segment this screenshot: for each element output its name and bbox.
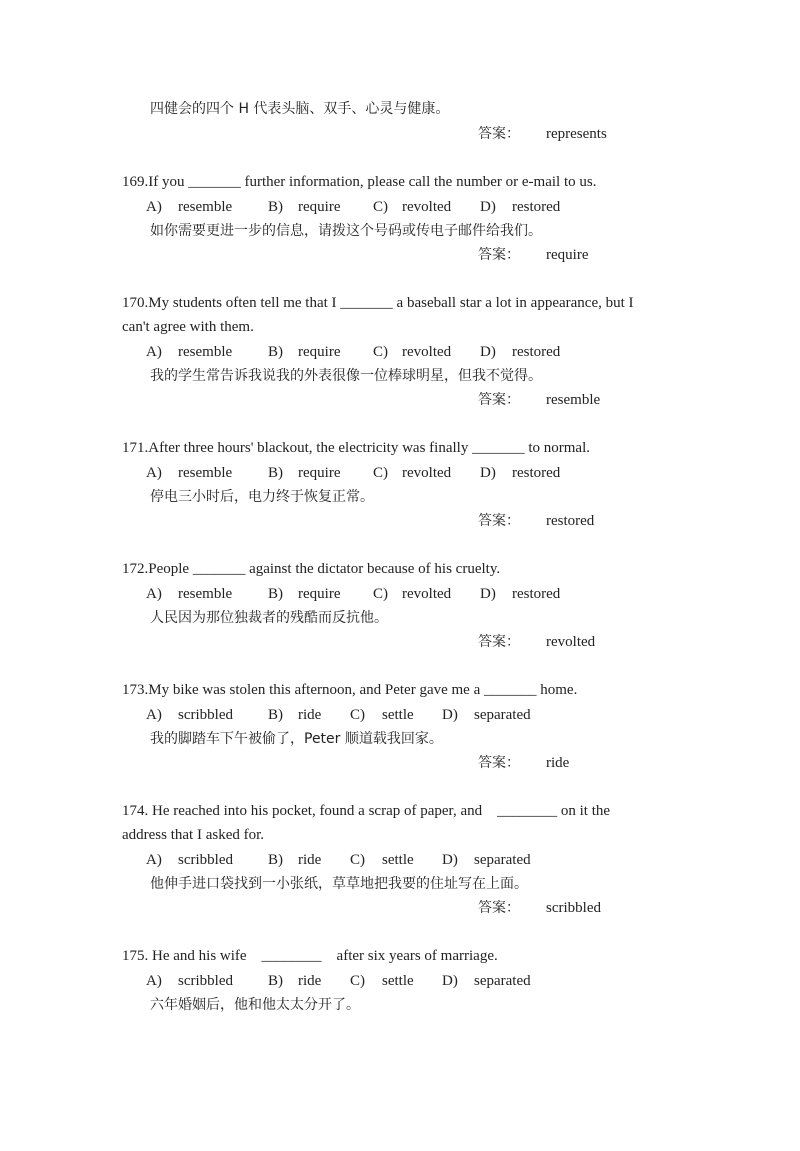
option-a-text: resemble <box>178 465 233 481</box>
option-b-letter: B) <box>268 973 283 989</box>
answer-value: revolted <box>546 634 596 650</box>
option-b-letter: B) <box>268 344 283 360</box>
option-a-letter: A) <box>146 973 162 989</box>
answer-label: 答案： <box>478 634 520 650</box>
question-172-line-1: 172.People _______ against the dictator because of his cruelty. <box>122 561 501 577</box>
option-c-text: settle <box>382 852 414 868</box>
question-174-line-2: address that I asked for. <box>122 827 265 843</box>
option-d-text: restored <box>512 344 561 360</box>
question-170-line-2: can't agree with them. <box>122 319 254 335</box>
option-a-text: resemble <box>178 199 233 215</box>
question-172-translation: 人民因为那位独裁者的残酷而反抗他。 <box>150 610 388 626</box>
option-b-text: ride <box>298 852 322 868</box>
option-d-letter: D) <box>442 852 458 868</box>
question-174-translation: 他伸手进口袋找到一小张纸，草草地把我要的住址写在上面。 <box>150 876 528 892</box>
question-173-line-1: 173.My bike was stolen this afternoon, and Peter gave me a _______ home. <box>122 682 578 698</box>
option-b-letter: B) <box>268 465 283 481</box>
option-d-text: separated <box>474 852 531 868</box>
option-a-text: scribbled <box>178 852 233 868</box>
question-175-options <box>146 971 606 991</box>
question-174-options <box>146 850 606 870</box>
option-d-letter: D) <box>480 465 496 481</box>
question-173-translation: 我的脚踏车下午被偷了，Peter 顺道载我回家。 <box>150 731 443 747</box>
answer-label: 答案： <box>478 513 520 529</box>
option-b-text: require <box>298 465 341 481</box>
option-c-letter: C) <box>373 586 388 602</box>
question-174-line-1: 174. He reached into his pocket, found a scrap of paper, and ________ on it the <box>122 803 611 819</box>
option-c-text: revolted <box>402 465 452 481</box>
option-d-letter: D) <box>442 973 458 989</box>
option-c-letter: C) <box>350 973 365 989</box>
answer-label: 答案： <box>478 126 520 142</box>
option-c-letter: C) <box>373 465 388 481</box>
option-c-text: revolted <box>402 199 452 215</box>
question-171-translation: 停电三小时后，电力终于恢复正常。 <box>150 489 374 505</box>
option-a-letter: A) <box>146 199 162 215</box>
answer-label: 答案： <box>478 900 520 916</box>
question-173-options <box>146 705 606 725</box>
option-a-text: resemble <box>178 586 233 602</box>
question-172-options <box>146 584 606 604</box>
option-d-letter: D) <box>442 707 458 723</box>
answer-value: restored <box>546 513 595 529</box>
option-c-text: settle <box>382 707 414 723</box>
answer-label: 答案： <box>478 392 520 408</box>
option-d-text: restored <box>512 199 561 215</box>
answer-value: resemble <box>546 392 601 408</box>
option-b-text: ride <box>298 973 322 989</box>
option-b-text: require <box>298 344 341 360</box>
option-c-letter: C) <box>373 199 388 215</box>
option-b-text: ride <box>298 707 322 723</box>
option-a-letter: A) <box>146 344 162 360</box>
question-171-options <box>146 463 606 483</box>
answer-value: scribbled <box>546 900 601 916</box>
option-d-text: restored <box>512 465 561 481</box>
option-b-letter: B) <box>268 199 283 215</box>
answer-value: ride <box>546 755 570 771</box>
option-d-text: restored <box>512 586 561 602</box>
question-175-translation: 六年婚姻后，他和他太太分开了。 <box>150 997 360 1013</box>
intro-translation: 四健会的四个 H 代表头脑、双手、心灵与健康。 <box>150 101 450 117</box>
question-171-line-1: 171.After three hours' blackout, the electricity was finally _______ to normal. <box>122 440 590 456</box>
option-a-letter: A) <box>146 852 162 868</box>
answer-label: 答案： <box>478 755 520 771</box>
option-a-text: resemble <box>178 344 233 360</box>
option-b-letter: B) <box>268 707 283 723</box>
option-a-letter: A) <box>146 707 162 723</box>
option-a-letter: A) <box>146 465 162 481</box>
option-b-text: require <box>298 199 341 215</box>
question-175-line-1: 175. He and his wife ________ after six years of marriage. <box>122 948 498 964</box>
option-c-text: settle <box>382 973 414 989</box>
option-c-letter: C) <box>373 344 388 360</box>
option-d-text: separated <box>474 973 531 989</box>
option-c-letter: C) <box>350 852 365 868</box>
question-170-line-1: 170.My students often tell me that I _______ a baseball star a lot in appearance, but I <box>122 295 634 311</box>
question-169-options <box>146 197 606 217</box>
question-170-options <box>146 342 606 362</box>
question-170-translation: 我的学生常告诉我说我的外表很像一位棒球明星，但我不觉得。 <box>150 368 542 384</box>
option-c-text: revolted <box>402 344 452 360</box>
option-d-letter: D) <box>480 344 496 360</box>
option-c-text: revolted <box>402 586 452 602</box>
option-b-letter: B) <box>268 586 283 602</box>
option-d-letter: D) <box>480 199 496 215</box>
question-169-line-1: 169.If you _______ further information, please call the number or e-mail to us. <box>122 174 597 190</box>
question-169-translation: 如你需要更进一步的信息，请拨这个号码或传电子邮件给我们。 <box>150 223 542 239</box>
option-a-text: scribbled <box>178 973 233 989</box>
option-b-letter: B) <box>268 852 283 868</box>
answer-label: 答案： <box>478 247 520 263</box>
option-a-text: scribbled <box>178 707 233 723</box>
option-c-letter: C) <box>350 707 365 723</box>
option-d-letter: D) <box>480 586 496 602</box>
answer-value: represents <box>546 126 607 142</box>
option-b-text: require <box>298 586 341 602</box>
option-a-letter: A) <box>146 586 162 602</box>
answer-value: require <box>546 247 589 263</box>
option-d-text: separated <box>474 707 531 723</box>
